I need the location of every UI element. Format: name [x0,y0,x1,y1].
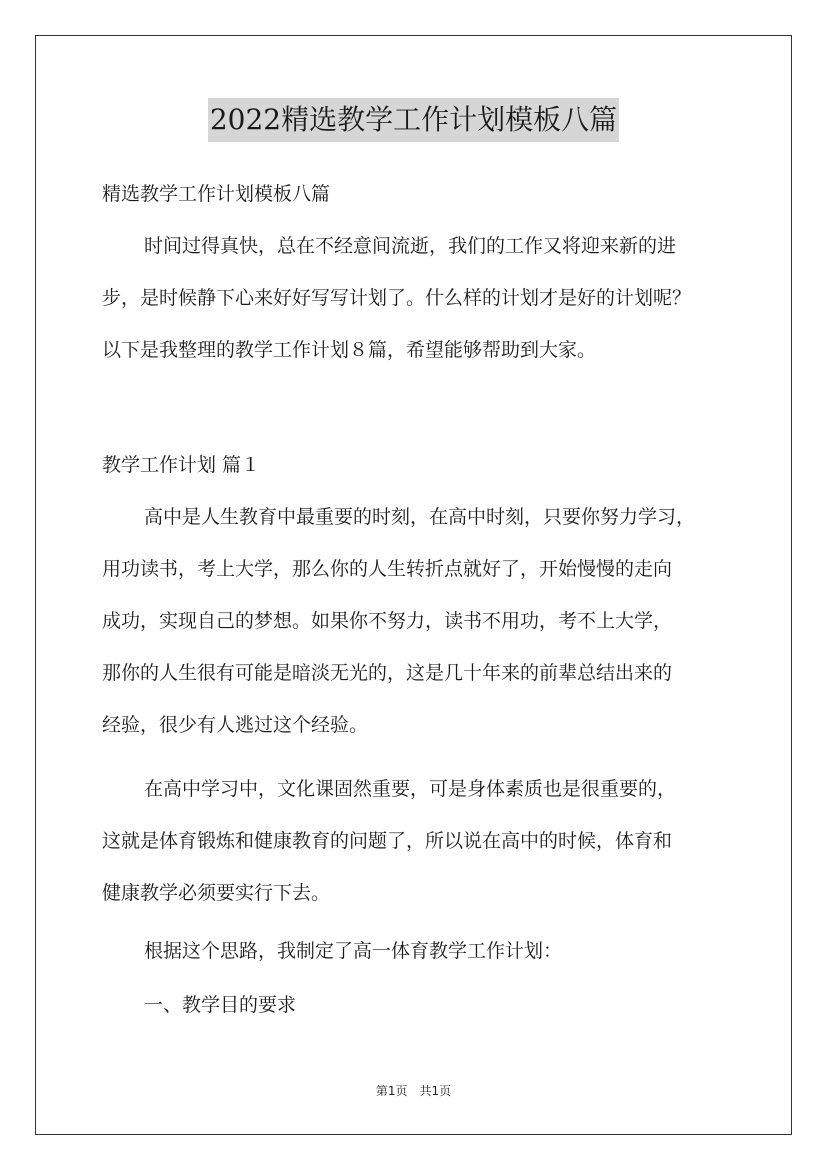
section-paragraph-1 [102,491,742,751]
section-heading: 教学工作计划 篇１ [102,454,261,476]
section-paragraph-2 [102,763,742,919]
paragraph-line: 那你的人生很有可能是暗淡无光的，这是几十年来的前辈总结出来的 [102,662,673,684]
paragraph-line: 在高中学习中，文化课固然重要，可是身体素质也是很重要的， [144,778,677,800]
intro-paragraph [102,220,742,376]
intro-line: 步，是时候静下心来好好写写计划了。什么样的计划才是好的计划呢？ [102,287,692,309]
section-paragraph-3: 根据这个思路，我制定了高一体育教学工作计划： [144,940,563,962]
intro-line: 时间过得真快，总在不经意间流逝，我们的工作又将迎来新的进 [144,235,677,257]
page-footer: 第1页 共1页 [375,1084,452,1098]
paragraph-line: 健康教学必须要实行下去。 [102,882,331,904]
paragraph-line: 成功，实现自己的梦想。如果你不努力，读书不用功，考不上大学， [102,610,673,632]
paragraph-line: 高中是人生教育中最重要的时刻，在高中时刻，只要你努力学习， [144,506,696,528]
paragraph-line: 用功读书，考上大学，那么你的人生转折点就好了，开始慢慢的走向 [102,558,673,580]
title-container [0,98,827,142]
paragraph-line: 这就是体育锻炼和健康教育的问题了，所以说在高中的时候，体育和 [102,830,673,852]
intro-line: 以下是我整理的教学工作计划８篇，希望能够帮助到大家。 [102,339,597,361]
document-title: 2022精选教学工作计划模板八篇 [208,98,619,142]
list-item-heading: 一、教学目的要求 [144,994,297,1016]
paragraph-line: 经验，很少有人逃过这个经验。 [102,714,369,736]
document-subtitle: 精选教学工作计划模板八篇 [102,183,331,205]
